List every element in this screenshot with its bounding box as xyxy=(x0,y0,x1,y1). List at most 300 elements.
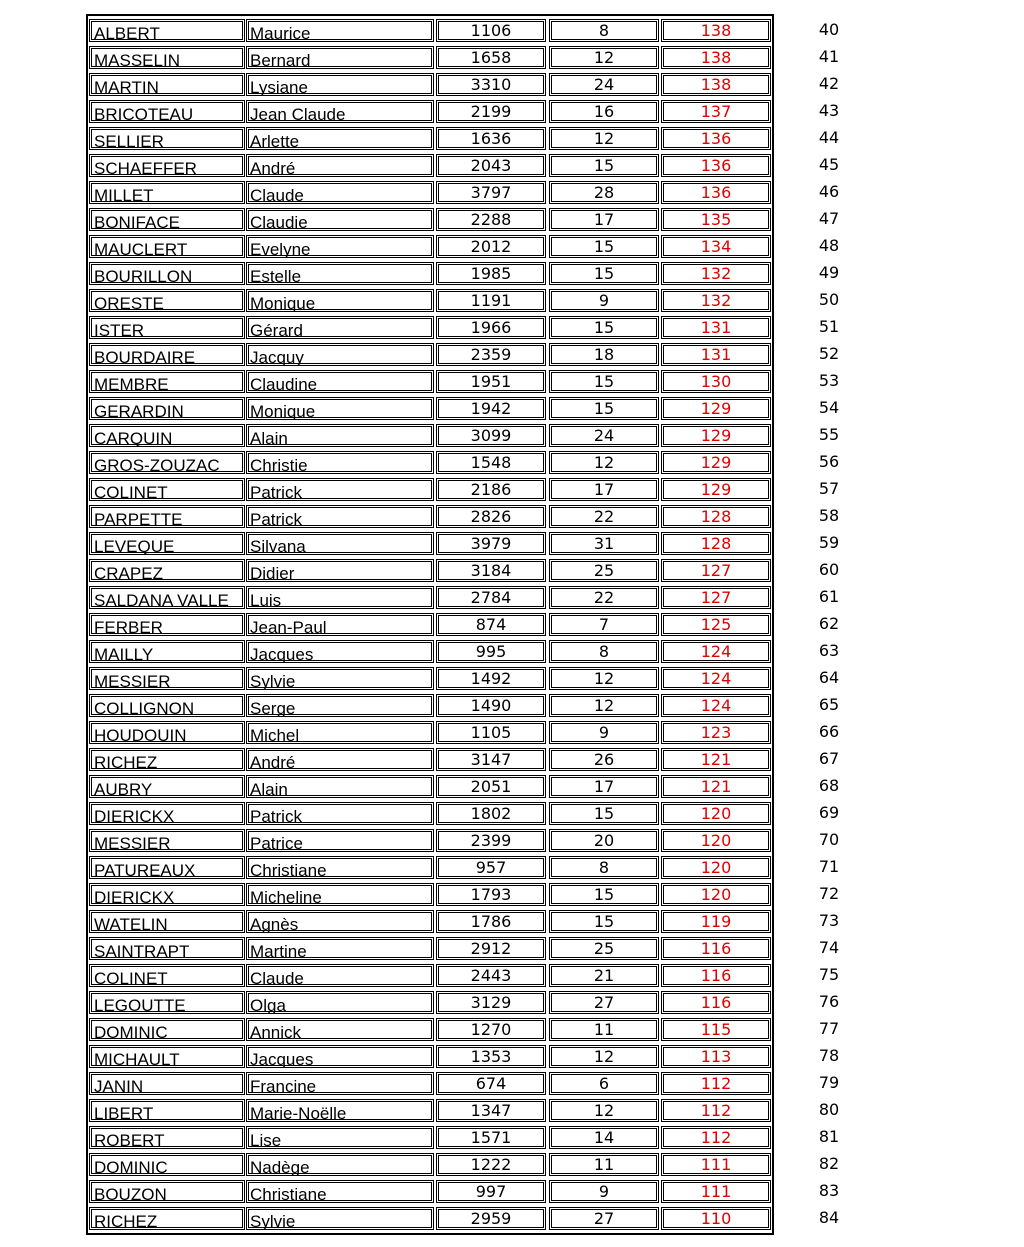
table-row xyxy=(88,908,774,935)
first-name-cell: Jacques xyxy=(246,640,434,663)
count-cell: 15 xyxy=(549,910,659,933)
average-cell: 138 xyxy=(661,46,771,69)
rank-label: 65 xyxy=(818,695,840,714)
first-name-cell: Francine xyxy=(246,1072,434,1095)
count-cell: 26 xyxy=(549,748,659,771)
first-name-cell: Jean Claude xyxy=(246,100,434,123)
points-cell: 1793 xyxy=(436,883,546,906)
count-cell: 9 xyxy=(549,721,659,744)
count-cell: 15 xyxy=(549,235,659,258)
average-cell: 120 xyxy=(661,883,771,906)
last-name-cell: SAINTRAPT xyxy=(89,937,245,960)
average-cell: 127 xyxy=(661,586,771,609)
count-cell: 17 xyxy=(549,775,659,798)
average-cell: 116 xyxy=(661,991,771,1014)
last-name-cell: RICHEZ xyxy=(89,748,245,771)
first-name-cell: Christie xyxy=(246,451,434,474)
rank-label: 46 xyxy=(818,182,840,201)
last-name-cell: AUBRY xyxy=(89,775,245,798)
table-row xyxy=(88,800,774,827)
points-cell: 997 xyxy=(436,1180,546,1203)
first-name-cell: Estelle xyxy=(246,262,434,285)
table-row xyxy=(88,584,774,611)
table-row xyxy=(88,341,774,368)
table-row xyxy=(88,881,774,908)
points-cell: 2826 xyxy=(436,505,546,528)
average-cell: 111 xyxy=(661,1153,771,1176)
average-cell: 132 xyxy=(661,262,771,285)
count-cell: 15 xyxy=(549,370,659,393)
average-cell: 119 xyxy=(661,910,771,933)
count-cell: 25 xyxy=(549,937,659,960)
count-cell: 15 xyxy=(549,154,659,177)
average-cell: 128 xyxy=(661,532,771,555)
first-name-cell: Annick xyxy=(246,1018,434,1041)
average-cell: 116 xyxy=(661,964,771,987)
last-name-cell: DOMINIC xyxy=(89,1153,245,1176)
first-name-cell: Claudine xyxy=(246,370,434,393)
last-name-cell: MESSIER xyxy=(89,667,245,690)
first-name-cell: Sylvie xyxy=(246,667,434,690)
table-row xyxy=(88,233,774,260)
average-cell: 132 xyxy=(661,289,771,312)
last-name-cell: DIERICKX xyxy=(89,802,245,825)
average-cell: 131 xyxy=(661,316,771,339)
rank-label: 48 xyxy=(818,236,840,255)
points-cell: 1966 xyxy=(436,316,546,339)
rank-label: 61 xyxy=(818,587,840,606)
count-cell: 8 xyxy=(549,19,659,42)
rank-label: 70 xyxy=(818,830,840,849)
average-cell: 111 xyxy=(661,1180,771,1203)
last-name-cell: RICHEZ xyxy=(89,1207,245,1230)
standings-table xyxy=(86,14,774,1235)
rank-label: 79 xyxy=(818,1073,840,1092)
table-row xyxy=(88,1151,774,1178)
rank-label: 76 xyxy=(818,992,840,1011)
table-row xyxy=(88,692,774,719)
points-cell: 674 xyxy=(436,1072,546,1095)
points-cell: 1270 xyxy=(436,1018,546,1041)
count-cell: 28 xyxy=(549,181,659,204)
last-name-cell: PATUREAUX xyxy=(89,856,245,879)
count-cell: 12 xyxy=(549,46,659,69)
rank-label: 60 xyxy=(818,560,840,579)
last-name-cell: DOMINIC xyxy=(89,1018,245,1041)
rank-label: 62 xyxy=(818,614,840,633)
first-name-cell: Evelyne xyxy=(246,235,434,258)
last-name-cell: DIERICKX xyxy=(89,883,245,906)
rank-label: 42 xyxy=(818,74,840,93)
first-name-cell: Lysiane xyxy=(246,73,434,96)
first-name-cell: Claudie xyxy=(246,208,434,231)
table-row xyxy=(88,1043,774,1070)
rank-label: 68 xyxy=(818,776,840,795)
points-cell: 3979 xyxy=(436,532,546,555)
points-cell: 1951 xyxy=(436,370,546,393)
count-cell: 15 xyxy=(549,262,659,285)
first-name-cell: Patrick xyxy=(246,478,434,501)
first-name-cell: Patrice xyxy=(246,829,434,852)
points-cell: 995 xyxy=(436,640,546,663)
average-cell: 136 xyxy=(661,127,771,150)
rank-label: 47 xyxy=(818,209,840,228)
first-name-cell: Didier xyxy=(246,559,434,582)
average-cell: 125 xyxy=(661,613,771,636)
points-cell: 1353 xyxy=(436,1045,546,1068)
count-cell: 12 xyxy=(549,1045,659,1068)
last-name-cell: COLINET xyxy=(89,478,245,501)
rank-label: 58 xyxy=(818,506,840,525)
points-cell: 1492 xyxy=(436,667,546,690)
count-cell: 22 xyxy=(549,505,659,528)
count-cell: 25 xyxy=(549,559,659,582)
table-row xyxy=(88,854,774,881)
points-cell: 1490 xyxy=(436,694,546,717)
rank-label: 75 xyxy=(818,965,840,984)
last-name-cell: MICHAULT xyxy=(89,1045,245,1068)
rank-label: 63 xyxy=(818,641,840,660)
last-name-cell: MILLET xyxy=(89,181,245,204)
first-name-cell: Jean-Paul xyxy=(246,613,434,636)
last-name-cell: BOUZON xyxy=(89,1180,245,1203)
first-name-cell: Micheline xyxy=(246,883,434,906)
table-row xyxy=(88,530,774,557)
last-name-cell: LIBERT xyxy=(89,1099,245,1122)
count-cell: 15 xyxy=(549,802,659,825)
table-row xyxy=(88,638,774,665)
points-cell: 1105 xyxy=(436,721,546,744)
table-row xyxy=(88,449,774,476)
count-cell: 12 xyxy=(549,667,659,690)
count-cell: 24 xyxy=(549,73,659,96)
points-cell: 3797 xyxy=(436,181,546,204)
points-cell: 2199 xyxy=(436,100,546,123)
last-name-cell: BOURDAIRE xyxy=(89,343,245,366)
table-row xyxy=(88,368,774,395)
table-row xyxy=(88,395,774,422)
count-cell: 11 xyxy=(549,1018,659,1041)
points-cell: 2186 xyxy=(436,478,546,501)
last-name-cell: GROS-ZOUZAC xyxy=(89,451,245,474)
average-cell: 137 xyxy=(661,100,771,123)
points-cell: 1658 xyxy=(436,46,546,69)
points-cell: 2288 xyxy=(436,208,546,231)
count-cell: 8 xyxy=(549,640,659,663)
rank-label: 54 xyxy=(818,398,840,417)
points-cell: 3310 xyxy=(436,73,546,96)
average-cell: 124 xyxy=(661,694,771,717)
last-name-cell: COLLIGNON xyxy=(89,694,245,717)
points-cell: 1347 xyxy=(436,1099,546,1122)
rank-label: 82 xyxy=(818,1154,840,1173)
table-row xyxy=(88,17,774,44)
first-name-cell: Maurice xyxy=(246,19,434,42)
points-cell: 1548 xyxy=(436,451,546,474)
count-cell: 12 xyxy=(549,127,659,150)
points-cell: 1571 xyxy=(436,1126,546,1149)
last-name-cell: ORESTE xyxy=(89,289,245,312)
last-name-cell: FERBER xyxy=(89,613,245,636)
average-cell: 130 xyxy=(661,370,771,393)
points-cell: 1636 xyxy=(436,127,546,150)
rank-label: 41 xyxy=(818,47,840,66)
count-cell: 27 xyxy=(549,991,659,1014)
table-row xyxy=(88,71,774,98)
last-name-cell: JANIN xyxy=(89,1072,245,1095)
rank-label: 50 xyxy=(818,290,840,309)
rank-label: 74 xyxy=(818,938,840,957)
average-cell: 134 xyxy=(661,235,771,258)
rank-label: 80 xyxy=(818,1100,840,1119)
first-name-cell: Arlette xyxy=(246,127,434,150)
count-cell: 31 xyxy=(549,532,659,555)
last-name-cell: MAILLY xyxy=(89,640,245,663)
first-name-cell: Luis xyxy=(246,586,434,609)
count-cell: 20 xyxy=(549,829,659,852)
points-cell: 2959 xyxy=(436,1207,546,1230)
table-row xyxy=(88,962,774,989)
first-name-cell: Monique xyxy=(246,397,434,420)
points-cell: 2443 xyxy=(436,964,546,987)
table-row xyxy=(88,1178,774,1205)
count-cell: 15 xyxy=(549,397,659,420)
first-name-cell: Alain xyxy=(246,424,434,447)
rank-label: 55 xyxy=(818,425,840,444)
average-cell: 123 xyxy=(661,721,771,744)
rank-label: 84 xyxy=(818,1208,840,1227)
table-row xyxy=(88,287,774,314)
last-name-cell: MEMBRE xyxy=(89,370,245,393)
last-name-cell: BOURILLON xyxy=(89,262,245,285)
rank-label: 56 xyxy=(818,452,840,471)
first-name-cell: Nadège xyxy=(246,1153,434,1176)
points-cell: 3147 xyxy=(436,748,546,771)
table-row xyxy=(88,1124,774,1151)
average-cell: 128 xyxy=(661,505,771,528)
table-row xyxy=(88,827,774,854)
rank-label: 72 xyxy=(818,884,840,903)
table-row xyxy=(88,179,774,206)
first-name-cell: Sylvie xyxy=(246,1207,434,1230)
rank-label: 71 xyxy=(818,857,840,876)
table-row xyxy=(88,1205,774,1232)
first-name-cell: André xyxy=(246,748,434,771)
count-cell: 17 xyxy=(549,478,659,501)
first-name-cell: Michel xyxy=(246,721,434,744)
table-row xyxy=(88,503,774,530)
last-name-cell: ROBERT xyxy=(89,1126,245,1149)
count-cell: 9 xyxy=(549,1180,659,1203)
points-cell: 3099 xyxy=(436,424,546,447)
first-name-cell: Serge xyxy=(246,694,434,717)
points-cell: 874 xyxy=(436,613,546,636)
table-row xyxy=(88,206,774,233)
average-cell: 112 xyxy=(661,1072,771,1095)
first-name-cell: Christiane xyxy=(246,856,434,879)
average-cell: 138 xyxy=(661,19,771,42)
rank-label: 51 xyxy=(818,317,840,336)
count-cell: 15 xyxy=(549,883,659,906)
last-name-cell: LEGOUTTE xyxy=(89,991,245,1014)
average-cell: 121 xyxy=(661,775,771,798)
points-cell: 2012 xyxy=(436,235,546,258)
rank-label: 64 xyxy=(818,668,840,687)
first-name-cell: Lise xyxy=(246,1126,434,1149)
rank-label: 49 xyxy=(818,263,840,282)
average-cell: 120 xyxy=(661,802,771,825)
first-name-cell: Bernard xyxy=(246,46,434,69)
count-cell: 8 xyxy=(549,856,659,879)
points-cell: 3184 xyxy=(436,559,546,582)
points-cell: 3129 xyxy=(436,991,546,1014)
count-cell: 9 xyxy=(549,289,659,312)
points-cell: 2043 xyxy=(436,154,546,177)
table-row xyxy=(88,611,774,638)
points-cell: 957 xyxy=(436,856,546,879)
last-name-cell: MASSELIN xyxy=(89,46,245,69)
table-row xyxy=(88,314,774,341)
points-cell: 1786 xyxy=(436,910,546,933)
table-row xyxy=(88,1097,774,1124)
first-name-cell: Claude xyxy=(246,964,434,987)
points-cell: 1985 xyxy=(436,262,546,285)
rank-label: 59 xyxy=(818,533,840,552)
average-cell: 116 xyxy=(661,937,771,960)
average-cell: 129 xyxy=(661,424,771,447)
rank-label: 81 xyxy=(818,1127,840,1146)
first-name-cell: Patrick xyxy=(246,505,434,528)
last-name-cell: BRICOTEAU xyxy=(89,100,245,123)
average-cell: 124 xyxy=(661,640,771,663)
table-row xyxy=(88,935,774,962)
rank-label: 73 xyxy=(818,911,840,930)
first-name-cell: Olga xyxy=(246,991,434,1014)
count-cell: 14 xyxy=(549,1126,659,1149)
first-name-cell: Jacquy xyxy=(246,343,434,366)
average-cell: 135 xyxy=(661,208,771,231)
first-name-cell: Monique xyxy=(246,289,434,312)
average-cell: 120 xyxy=(661,829,771,852)
table-row xyxy=(88,260,774,287)
table-row xyxy=(88,98,774,125)
rank-label: 66 xyxy=(818,722,840,741)
last-name-cell: CRAPEZ xyxy=(89,559,245,582)
average-cell: 121 xyxy=(661,748,771,771)
rank-label: 53 xyxy=(818,371,840,390)
average-cell: 129 xyxy=(661,397,771,420)
last-name-cell: HOUDOUIN xyxy=(89,721,245,744)
average-cell: 115 xyxy=(661,1018,771,1041)
table-row xyxy=(88,1070,774,1097)
average-cell: 129 xyxy=(661,478,771,501)
rank-label: 52 xyxy=(818,344,840,363)
table-row xyxy=(88,989,774,1016)
average-cell: 138 xyxy=(661,73,771,96)
rank-label: 69 xyxy=(818,803,840,822)
rank-label: 43 xyxy=(818,101,840,120)
count-cell: 15 xyxy=(549,316,659,339)
points-cell: 1106 xyxy=(436,19,546,42)
rank-label: 57 xyxy=(818,479,840,498)
average-cell: 113 xyxy=(661,1045,771,1068)
count-cell: 24 xyxy=(549,424,659,447)
table-row xyxy=(88,422,774,449)
count-cell: 12 xyxy=(549,694,659,717)
points-cell: 2359 xyxy=(436,343,546,366)
last-name-cell: BONIFACE xyxy=(89,208,245,231)
rank-label: 40 xyxy=(818,20,840,39)
count-cell: 21 xyxy=(549,964,659,987)
average-cell: 112 xyxy=(661,1126,771,1149)
count-cell: 11 xyxy=(549,1153,659,1176)
last-name-cell: MARTIN xyxy=(89,73,245,96)
count-cell: 22 xyxy=(549,586,659,609)
table-row xyxy=(88,1016,774,1043)
average-cell: 129 xyxy=(661,451,771,474)
average-cell: 124 xyxy=(661,667,771,690)
first-name-cell: Gérard xyxy=(246,316,434,339)
rank-label: 83 xyxy=(818,1181,840,1200)
table-row xyxy=(88,665,774,692)
count-cell: 7 xyxy=(549,613,659,636)
first-name-cell: Silvana xyxy=(246,532,434,555)
average-cell: 131 xyxy=(661,343,771,366)
count-cell: 18 xyxy=(549,343,659,366)
table-row xyxy=(88,746,774,773)
first-name-cell: Jacques xyxy=(246,1045,434,1068)
rank-label: 77 xyxy=(818,1019,840,1038)
last-name-cell: ALBERT xyxy=(89,19,245,42)
last-name-cell: ISTER xyxy=(89,316,245,339)
table-row xyxy=(88,773,774,800)
first-name-cell: Christiane xyxy=(246,1180,434,1203)
last-name-cell: CARQUIN xyxy=(89,424,245,447)
last-name-cell: COLINET xyxy=(89,964,245,987)
average-cell: 120 xyxy=(661,856,771,879)
first-name-cell: Claude xyxy=(246,181,434,204)
rank-label: 44 xyxy=(818,128,840,147)
last-name-cell: MESSIER xyxy=(89,829,245,852)
count-cell: 16 xyxy=(549,100,659,123)
last-name-cell: SCHAEFFER xyxy=(89,154,245,177)
last-name-cell: LEVEQUE xyxy=(89,532,245,555)
points-cell: 1191 xyxy=(436,289,546,312)
average-cell: 127 xyxy=(661,559,771,582)
table-row xyxy=(88,44,774,71)
average-cell: 136 xyxy=(661,181,771,204)
rank-label: 45 xyxy=(818,155,840,174)
points-cell: 1222 xyxy=(436,1153,546,1176)
last-name-cell: SALDANA VALLE xyxy=(89,586,245,609)
last-name-cell: MAUCLERT xyxy=(89,235,245,258)
points-cell: 2784 xyxy=(436,586,546,609)
table-row xyxy=(88,557,774,584)
count-cell: 12 xyxy=(549,451,659,474)
last-name-cell: WATELIN xyxy=(89,910,245,933)
points-cell: 1802 xyxy=(436,802,546,825)
average-cell: 112 xyxy=(661,1099,771,1122)
last-name-cell: GERARDIN xyxy=(89,397,245,420)
last-name-cell: SELLIER xyxy=(89,127,245,150)
rank-label: 67 xyxy=(818,749,840,768)
points-cell: 2399 xyxy=(436,829,546,852)
last-name-cell: PARPETTE xyxy=(89,505,245,528)
table-row xyxy=(88,719,774,746)
first-name-cell: Marie-Noëlle xyxy=(246,1099,434,1122)
table-row xyxy=(88,125,774,152)
count-cell: 12 xyxy=(549,1099,659,1122)
